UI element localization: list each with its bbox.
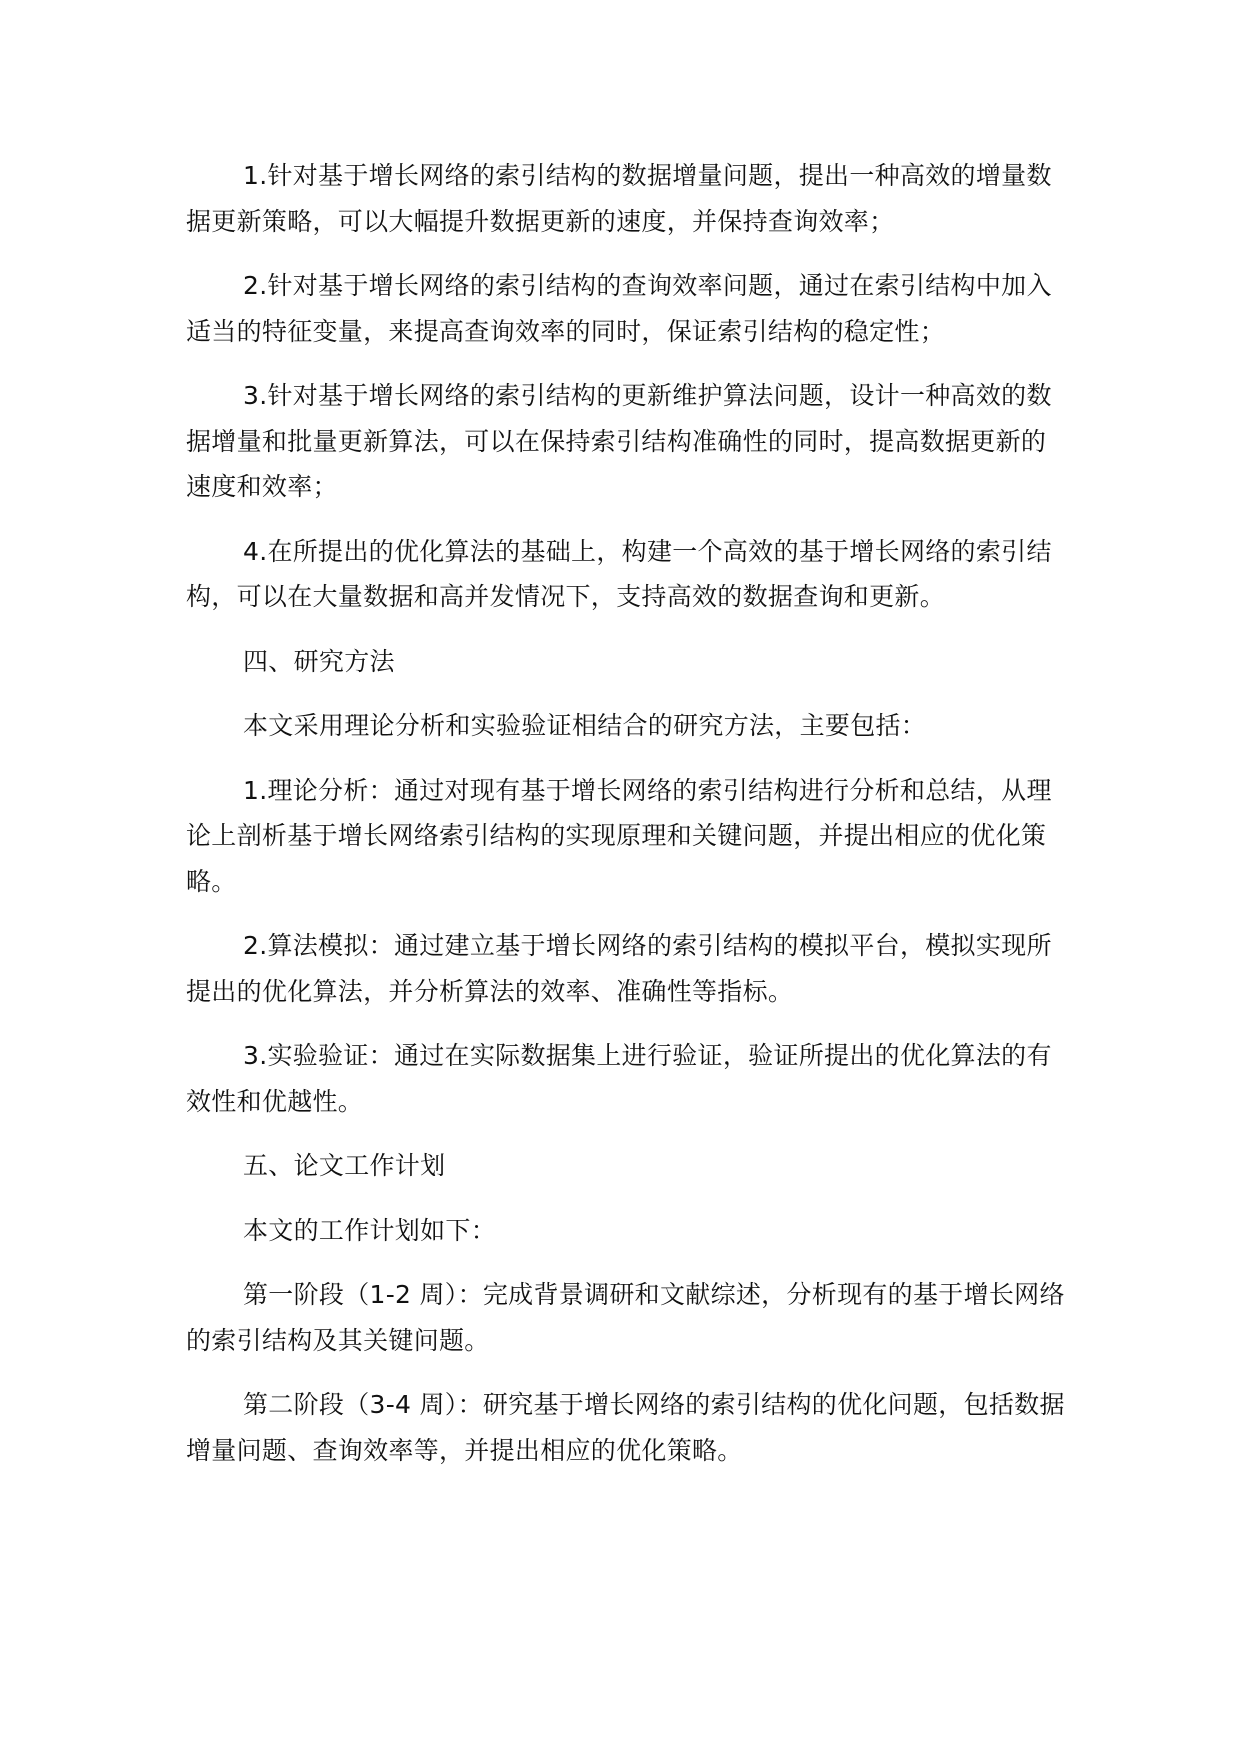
document-body	[186, 153, 1066, 1492]
method-paragraph-experiment: 3.实验验证：通过在实际数据集上进行验证，验证所提出的优化算法的有效性和优越性。	[186, 1041, 1052, 1116]
method-paragraph-simulation: 2.算法模拟：通过建立基于增长网络的索引结构的模拟平台，模拟实现所提出的优化算法，并分析算法的效率、准确性等指标。	[186, 931, 1052, 1006]
section-heading-research-methods: 四、研究方法	[243, 646, 395, 676]
objective-paragraph-1: 1.针对基于增长网络的索引结构的数据增量问题，提出一种高效的增量数据更新策略，可以大幅提升数据更新的速度，并保持查询效率；	[186, 161, 1052, 236]
research-methods-intro: 本文采用理论分析和实验验证相结合的研究方法，主要包括：	[243, 711, 927, 740]
work-plan-stage-1: 第一阶段（1-2 周）：完成背景调研和文献综述，分析现有的基于增长网络的索引结构及其关键问题。	[186, 1280, 1065, 1355]
section-heading-work-plan: 五、论文工作计划	[243, 1151, 446, 1180]
objective-paragraph-4: 4.在所提出的优化算法的基础上，构建一个高效的基于增长网络的索引结构，可以在大量数据和高并发情况下，支持高效的数据查询和更新。	[186, 536, 1052, 611]
work-plan-stage-2: 第二阶段（3-4 周）：研究基于增长网络的索引结构的优化问题，包括数据增量问题、查询效率等，并提出相应的优化策略。	[186, 1390, 1065, 1465]
method-paragraph-theory: 1.理论分析：通过对现有基于增长网络的索引结构进行分析和总结，从理论上剖析基于增长网络索引结构的实现原理和关键问题，并提出相应的优化策略。	[186, 775, 1052, 896]
objective-paragraph-3: 3.针对基于增长网络的索引结构的更新维护算法问题，设计一种高效的数据增量和批量更新算法，可以在保持索引结构准确性的同时，提高数据更新的速度和效率；	[186, 381, 1052, 501]
work-plan-intro: 本文的工作计划如下：	[243, 1215, 497, 1245]
objective-paragraph-2: 2.针对基于增长网络的索引结构的查询效率问题，通过在索引结构中加入适当的特征变量，来提高查询效率的同时，保证索引结构的稳定性；	[186, 271, 1052, 346]
